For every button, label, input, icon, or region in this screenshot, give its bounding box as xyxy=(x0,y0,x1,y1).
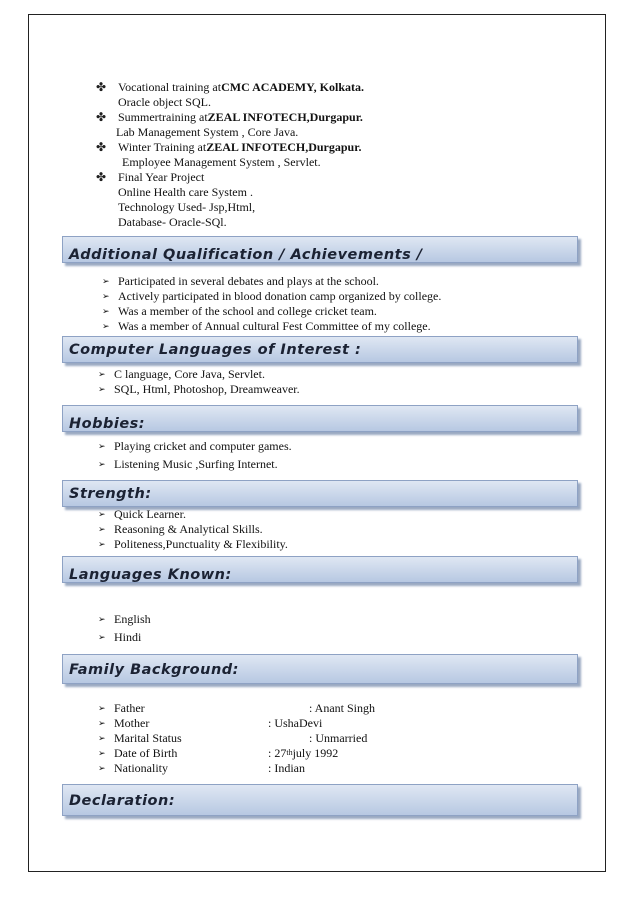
arrow-bullet-icon: ➢ xyxy=(98,703,106,713)
quatrefoil-bullet-icon: ✤ xyxy=(96,110,107,124)
arrow-bullet-icon: ➢ xyxy=(102,291,110,301)
languages-known-list xyxy=(98,610,151,646)
training-list: ✤ Vocational training at CMC ACADEMY, Kolkata. Oracle object SQL. ✤ Summertraining at ZEAL INFOTECH,Durgapur. Lab Management System , Core Java. ✤ Winter Training at ZEAL INFOTECH ,Durgapur. Employee Management System , Servlet. ✤ Final Year Project Online Health care System . Technology Used- Jsp,Html, Database- Oracle-SQl. xyxy=(96,80,364,229)
list-item: ➢ Politeness,Punctuality & Flexibility. xyxy=(98,537,288,551)
arrow-bullet-icon: ➢ xyxy=(102,321,110,331)
arrow-bullet-icon: ➢ xyxy=(98,631,106,642)
list-item: ➢ Participated in several debates and plays at the school. xyxy=(102,274,379,288)
list-item: ➢ Playing cricket and computer games. xyxy=(98,438,292,453)
quatrefoil-bullet-icon: ✤ xyxy=(96,170,107,184)
list-item: ➢ Quick Learner. xyxy=(98,507,186,521)
hobbies-list xyxy=(98,437,292,473)
additional-list xyxy=(102,274,441,334)
strength-list xyxy=(98,507,288,552)
list-item: ✤ Winter Training at ZEAL INFOTECH ,Durgapur. xyxy=(96,140,362,154)
table-row: ➢ Marital Status : Unmarried xyxy=(98,731,368,745)
arrow-bullet-icon: ➢ xyxy=(98,733,106,743)
section-header-strength: Strength: xyxy=(62,480,578,507)
table-row: ➢ Nationality : Indian xyxy=(98,761,305,775)
family-table xyxy=(98,701,375,776)
list-item: ➢ Actively participated in blood donation camp organized by college. xyxy=(102,289,442,303)
section-header-languages-known: Languages Known: xyxy=(62,556,578,583)
list-item: ➢ Was a member of Annual cultural Fest Committee of my college. xyxy=(102,319,431,333)
list-item: ➢ Hindi xyxy=(98,629,142,644)
section-header-additional: Additional Qualification / Achievements / xyxy=(62,236,578,263)
list-item: ✤ Vocational training at CMC ACADEMY, Kolkata. xyxy=(96,80,364,94)
list-item: ➢ C language, Core Java, Servlet. xyxy=(98,367,265,381)
arrow-bullet-icon: ➢ xyxy=(98,440,106,451)
arrow-bullet-icon: ➢ xyxy=(98,509,106,519)
arrow-bullet-icon: ➢ xyxy=(98,748,106,758)
list-item: ➢ Was a member of the school and college cricket team. xyxy=(102,304,377,318)
list-item: ➢ English xyxy=(98,611,151,626)
arrow-bullet-icon: ➢ xyxy=(98,539,106,549)
table-row: ➢ Date of Birth : 27 $^{th}$ july 1992 xyxy=(98,746,339,760)
arrow-bullet-icon: ➢ xyxy=(98,384,106,394)
computer-languages-list xyxy=(98,367,300,397)
arrow-bullet-icon: ➢ xyxy=(102,306,110,316)
list-item: ✤ Final Year Project xyxy=(96,170,205,184)
list-item: ➢ SQL, Html, Photoshop, Dreamweaver. xyxy=(98,382,300,396)
section-header-declaration: Declaration: xyxy=(62,784,578,816)
list-item: ➢ Listening Music ,Surfing Internet. xyxy=(98,456,278,471)
arrow-bullet-icon: ➢ xyxy=(98,524,106,534)
section-header-computer-languages: Computer Languages of Interest : xyxy=(62,336,578,363)
section-header-family: Family Background: xyxy=(62,654,578,684)
arrow-bullet-icon: ➢ xyxy=(98,369,106,379)
quatrefoil-bullet-icon: ✤ xyxy=(96,80,107,94)
arrow-bullet-icon: ➢ xyxy=(98,718,106,728)
list-item: ✤ Summertraining at ZEAL INFOTECH,Durgapur. xyxy=(96,110,363,124)
arrow-bullet-icon: ➢ xyxy=(98,763,106,773)
arrow-bullet-icon: ➢ xyxy=(98,613,106,624)
table-row: ➢ Father : Anant Singh xyxy=(98,701,376,715)
table-row: ➢ Mother : UshaDevi xyxy=(98,716,323,730)
arrow-bullet-icon: ➢ xyxy=(102,276,110,286)
list-item: ➢ Reasoning & Analytical Skills. xyxy=(98,522,263,536)
quatrefoil-bullet-icon: ✤ xyxy=(96,140,107,154)
section-header-hobbies: Hobbies: xyxy=(62,405,578,432)
arrow-bullet-icon: ➢ xyxy=(98,458,106,469)
